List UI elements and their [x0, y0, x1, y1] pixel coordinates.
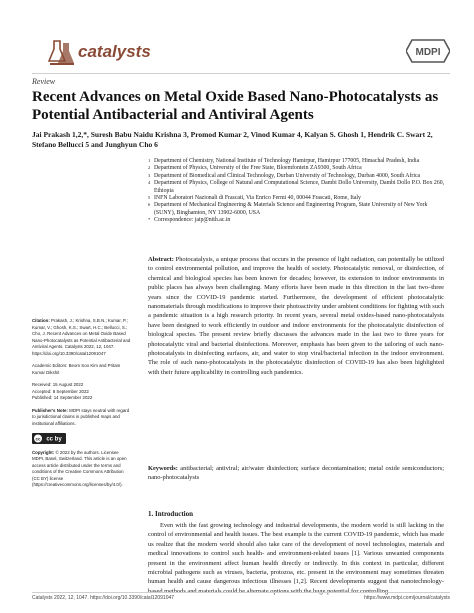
section-heading-introduction: 1. Introduction: [148, 510, 193, 518]
copyright-text: © 2022 by the authors. Licensee MDPI, Basel, Switzerland. This article is an open access article distributed under the terms and conditions of the Creative Commons Attribution (CC BY) license (https://creativecommons.org/licenses/by/4.0/).: [32, 449, 127, 487]
author-list: Jai Prakash 1,2,*, Suresh Babu Naidu Krishna 3, Promod Kumar 2, Vinod Kumar 4, Kalyan S. Ghosh 1, Hendrik C. Swart 2, Stefano Bellucci 5 and Junghyun Cho 6: [32, 130, 433, 149]
dates-block: [32, 382, 132, 402]
mdpi-logo-icon: [406, 38, 450, 64]
affiliation-number: 1: [148, 158, 151, 163]
abstract-label: Abstract:: [148, 256, 174, 263]
affiliation-text: Department of Chemistry, National Institute of Technology Hamirpur, Hamirpur 177005, Himachal Pradesh, India: [154, 158, 420, 164]
affiliation-text: INFN Laboratori Nazionali di Frascati, Via Enrico Fermi 40, 00044 Frascati, Rome, Italy: [154, 195, 361, 202]
cc-by-license-icon[interactable]: [32, 433, 66, 444]
citation-label: Citation:: [32, 318, 50, 323]
publisher-note-text: MDPI stays neutral with regard to jurisdictional claims in published maps and institutional affiliations.: [32, 407, 130, 426]
affiliation-item: [148, 180, 448, 195]
received-date: Received: 15 August 2022: [32, 382, 84, 387]
footer-journal-link[interactable]: https://www.mdpi.com/journal/catalysts: [364, 595, 450, 601]
affiliation-number: *: [148, 217, 151, 223]
affiliation-text: Department of Mechanical Engineering & Materials Science and Engineering Program, State University of New York (SUNY), Binghamton, NY 13902-6000, USA: [154, 202, 428, 216]
affiliation-text: Department of Physics, University of the Free State, Bloemfontein ZA9300, South Africa: [154, 165, 362, 172]
citation-block: [32, 318, 132, 357]
affiliation-text: Department of Physics, College of Natural and Computational Science, Dambi Dollo University, Dambi Dollo P.O. Box 260, Ethiopia: [154, 180, 445, 194]
journal-name: catalysts: [78, 42, 151, 61]
affiliation-item: [148, 217, 448, 224]
affiliation-number: 5: [148, 195, 151, 201]
keywords-text: antibacterial; antiviral; air/water disinfection; surface decontamination; metal oxide semiconductors; nano-photocatalysts: [148, 465, 444, 482]
citation-text: Prakash, J.; Krishna, S.B.N.; Kumar, P.; Kumar, V.; Ghosh, K.S.; Swart, H.C.; Bellucci, S.; Cho, J. Recent Advances on Metal Oxide Based Nano-Photocatalysts as Potential Antibacterial and Antiviral Agents. Catalysts 2022, 12, 1047. https://doi.org/10.3390/catal12091047: [32, 318, 131, 356]
footer-divider: [32, 592, 450, 593]
copyright-block: [32, 450, 132, 489]
publisher-label: MDPI: [415, 47, 441, 58]
svg-text:cc: cc: [35, 436, 41, 442]
affiliation-number: 2: [148, 165, 151, 171]
published-date: Published: 14 September 2022: [32, 395, 93, 400]
affiliation-item: [148, 202, 448, 217]
flask-logo-icon: [48, 37, 76, 67]
cc-by-text: cc by: [46, 436, 62, 443]
abstract-text: Photocatalysis, a unique process that occurs in the presence of light radiation, can potentially be utilized to control environmental pollution, and improve the health of society. Photocatalytic removal, or disinfection, of chemical and biological species has been known for decades; however, its extension to indoor environments in public places has always been challenging. Many efforts have been made in this direction in the last two–three years since the COVID-19 pandemic started. Furthermore, the development of efficient photocatalytic nanomaterials through modifications to improve their photoactivity under ambient conditions for fighting with such a pandemic situation is a high research priority. In recent years, several metal oxides-based nano-photocatalysts have been designed to work efficiently in outdoor and indoor environments for the photocatalytic disinfection of biological species. The present review briefly discusses the advances made in the last two to three years for photocatalytic viral and bacterial disinfections. Moreover, emphasis has been given to the tailoring of such nano-photocatalysts in disinfecting surfaces, air, and water to stop viral/bacterial infection in the indoor environment. The role of such nano-photocatalysts in the photocatalytic disinfection of COVID-19 has also been highlighted with their future applicability in controlling such pandemics.: [148, 256, 444, 376]
copyright-label: Copyright:: [32, 449, 55, 455]
keywords: [148, 464, 444, 483]
affiliation-number: 4: [148, 180, 151, 186]
publisher-note: [32, 408, 132, 428]
article-sidebar: [32, 318, 132, 495]
introduction-text: Even with the fast growing technology and industrial developments, the modern world is still lacking in the control of environmental and health issues. The best example is the current COVID-19 pandemic, which has made us realize that the modern world should also take care of the development of novel technologies, materials and medical innovations to control such health- and environment-related issues [1]. Various unwanted components present in the environment affect human health directly or indirectly. In this context in particular, different microbial pathogens such as viruses, bacteria, protozoa, etc. present in the environment may sometimes threaten human health and cause dangerous infectious illnesses [1,2]. Recent developments suggest that nanotechnology-: [148, 522, 444, 586]
publisher-note-label: Publisher's Note:: [32, 407, 68, 413]
affiliation-text: Correspondence: jaip@nith.ac.in: [154, 217, 231, 224]
header-divider: [32, 73, 450, 74]
affiliation-text: Department of Biomedical and Clinical Technology, Durban University of Technology, Durban 4000, South Africa: [154, 172, 421, 179]
affiliation-item: [148, 165, 448, 172]
affiliation-list: [148, 158, 448, 225]
footer-citation: Catalysts 2022, 12, 1047. https://doi.org/10.3390/catal12091047: [32, 595, 175, 601]
accepted-date: Accepted: 8 September 2022: [32, 388, 89, 394]
academic-editors: Academic Editors: Beom Soo Kim and Pritam Kumar Dikshit: [32, 363, 121, 375]
article-type: Review: [32, 77, 56, 86]
affiliation-number: 6: [148, 202, 151, 208]
article-title: Recent Advances on Metal Oxide Based Nano-Photocatalysts as Potential Antibacterial and Antiviral Agents: [32, 89, 439, 123]
affiliation-number: 3: [148, 172, 151, 178]
keywords-label: Keywords:: [148, 465, 178, 472]
journal-header: [32, 28, 450, 78]
abstract: [148, 255, 444, 377]
